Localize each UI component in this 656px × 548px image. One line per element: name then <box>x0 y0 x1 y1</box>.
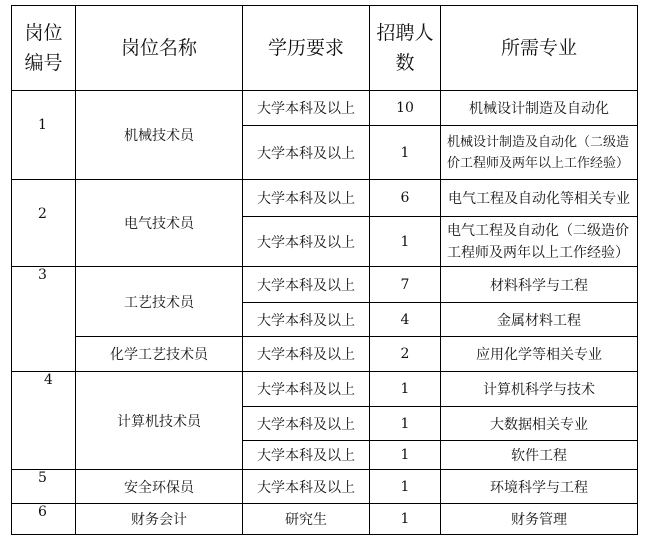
headcount-cell: 1 <box>370 504 441 535</box>
major-cell: 金属材料工程 <box>441 303 638 337</box>
major-cell: 计算机科学与技术 <box>441 372 638 407</box>
education-cell: 研究生 <box>243 504 370 535</box>
header-headcount: 招聘人 数 <box>370 6 441 91</box>
position-name-cell: 工艺技术员 <box>76 267 243 337</box>
education-cell: 大学本科及以上 <box>243 126 370 180</box>
position-name-cell: 计算机技术员 <box>76 372 243 470</box>
education-cell: 大学本科及以上 <box>243 91 370 126</box>
headcount-cell: 4 <box>370 303 441 337</box>
education-cell: 大学本科及以上 <box>243 372 370 407</box>
position-name-cell: 电气技术员 <box>76 180 243 267</box>
position-name-cell: 安全环保员 <box>76 470 243 504</box>
major-cell: 环境科学与工程 <box>441 470 638 504</box>
major-cell: 电气工程及自动化（二级造价工程师及两年以上工作经验） <box>441 217 638 267</box>
header-position-name: 岗位名称 <box>76 6 243 91</box>
education-cell: 大学本科及以上 <box>243 407 370 441</box>
major-cell: 财务管理 <box>441 504 638 535</box>
major-cell: 机械设计制造及自动化（二级造价工程师及两年以上工作经验） <box>441 126 638 180</box>
headcount-cell: 2 <box>370 337 441 372</box>
education-cell: 大学本科及以上 <box>243 180 370 217</box>
headcount-cell: 1 <box>370 217 441 267</box>
major-cell: 电气工程及自动化等相关专业 <box>441 180 638 217</box>
position-name-cell: 财务会计 <box>76 504 243 535</box>
position-no-cell: 5 <box>12 470 76 504</box>
major-cell: 大数据相关专业 <box>441 407 638 441</box>
headcount-cell: 7 <box>370 267 441 303</box>
header-major: 所需专业 <box>441 6 638 91</box>
major-cell: 机械设计制造及自动化 <box>441 91 638 126</box>
position-no-cell: 3 <box>12 267 76 372</box>
education-cell: 大学本科及以上 <box>243 217 370 267</box>
table-row <box>12 504 638 535</box>
table-row <box>12 267 638 303</box>
header-education: 学历要求 <box>243 6 370 91</box>
headcount-cell: 1 <box>370 470 441 504</box>
position-name-cell: 机械技术员 <box>76 91 243 180</box>
education-cell: 大学本科及以上 <box>243 470 370 504</box>
header-position-no: 岗位 编号 <box>12 6 76 91</box>
table-row <box>12 372 638 407</box>
recruitment-table <box>11 5 638 535</box>
headcount-cell: 1 <box>370 126 441 180</box>
table-row <box>12 91 638 126</box>
position-no-cell: 2 <box>12 180 76 267</box>
headcount-cell: 10 <box>370 91 441 126</box>
table-row <box>12 470 638 504</box>
position-no-cell: 4 <box>12 372 76 470</box>
education-cell: 大学本科及以上 <box>243 441 370 470</box>
education-cell: 大学本科及以上 <box>243 267 370 303</box>
headcount-cell: 6 <box>370 180 441 217</box>
headcount-cell: 1 <box>370 407 441 441</box>
major-cell: 应用化学等相关专业 <box>441 337 638 372</box>
position-no-cell: 6 <box>12 504 76 535</box>
major-cell: 软件工程 <box>441 441 638 470</box>
major-cell: 材料科学与工程 <box>441 267 638 303</box>
headcount-cell: 1 <box>370 372 441 407</box>
position-no-cell: 1 <box>12 91 76 180</box>
education-cell: 大学本科及以上 <box>243 303 370 337</box>
header-row <box>12 6 638 91</box>
table-row <box>12 337 638 372</box>
education-cell: 大学本科及以上 <box>243 337 370 372</box>
position-name-cell: 化学工艺技术员 <box>76 337 243 372</box>
headcount-cell: 1 <box>370 441 441 470</box>
table-row <box>12 180 638 217</box>
